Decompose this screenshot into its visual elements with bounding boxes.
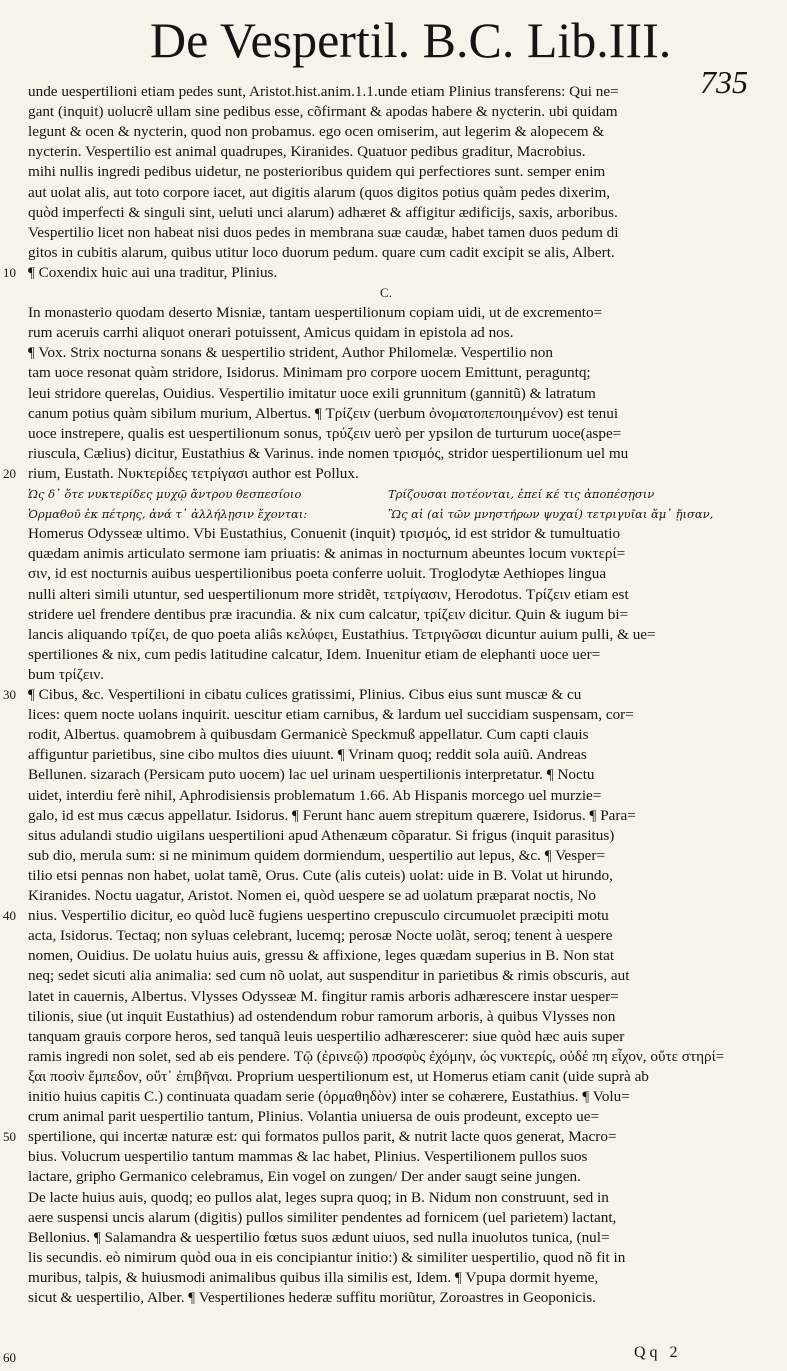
text-line: Kiranides. Noctu uagatur, Aristot. Nomen ei, quòd uespere se ad uolatum præparat noctis, No xyxy=(28,887,596,904)
text-line: spertilione, qui incertæ naturæ est: qui formatos pullos parit, & nutrit lacte quos generat, Macro= xyxy=(28,1128,617,1146)
text-line: In monasterio quodam deserto Misniæ, tantam uespertilionum copiam uidi, ut de excremento= xyxy=(28,304,603,322)
text-line: acta, Isidorus. Tectaq; non syluas celebrant, lucemq; perosæ Nocte uolãt, seroq; tenent à uespere xyxy=(28,927,613,945)
margin-line-number: 30 xyxy=(3,687,16,702)
text-line: leui stridore querelas, Ouidius. Vespertilio imitatur uoce exili grunnitum (gannitũ) & latratum xyxy=(28,384,596,402)
text-line: situs adulandi studio uigilans uespertilioni apud Athenæum cõparatur. Si frigus (inquit parasitus) xyxy=(28,826,615,844)
greek-verse-left: Ὁρμαθοῦ ἐκ πέτρης, ἀνά τ᾽ ἀλλήλῃσιν ἔχονται: xyxy=(28,507,308,522)
text-line: rodit, Albertus. quamobrem à quibusdam Germanicè Speckmuß appellatur. Cum capti clauis xyxy=(28,726,589,744)
text-line: tilionis, siue (ut inquit Eustathius) ad ostendendum robur ramorum arboris, à quibus Vlysses non xyxy=(28,1007,616,1025)
margin-line-number: 40 xyxy=(3,908,16,924)
section-letter: C. xyxy=(380,285,392,300)
greek-verse-right: Τρίζουσαι ποτέονται, ἐπεί κέ τις ἀποπέσῃσιν xyxy=(388,487,655,501)
margin-line-number: 10 xyxy=(3,264,16,280)
margin-line-number: 50 xyxy=(3,1129,16,1145)
text-line: Bellonius. ¶ Salamandra & uespertilio fœtus suos ædunt uiuos, sed nulla inuolutos tunica, (nul= xyxy=(28,1228,610,1246)
text-line: σιν, id est nocturnis auibus uespertilionibus poeta conferre uoluit. Troglodytæ Aethiopes lingua xyxy=(28,565,607,583)
text-line: Bellunen. sizarach (Persicam puto uocem) lac uel urinam uespertilionis interpretatur. ¶ Noctu xyxy=(28,766,595,784)
text-line: De lacte huius auis, quodq; eo pullos alat, leges supra quoq; in B. Nidum non construunt, sed in xyxy=(28,1188,609,1206)
text-line: ¶ Coxendix huic aui una traditur, Plinius. xyxy=(28,263,278,281)
margin-line-number: 20 xyxy=(3,465,16,481)
text-line: aere suspensi uncis alarum (digitis) pullos similiter pendentes ad fornicem (uel parietem) lactant, xyxy=(28,1208,617,1226)
text-line: sicut & uespertilio, Alber. ¶ Vespertiliones hederæ suffitu moriũtur, Zoroastres in Geoponicis. xyxy=(28,1289,596,1306)
text-line: tilio etsi pennas non habet, uolat tamẽ, Orus. Cute (alis cuteis) uolat: uide in B. Volat ut hirundo, xyxy=(28,866,613,884)
running-head-title: De Vespertil. B.C. Lib.III. xyxy=(150,12,672,68)
text-line: nycterin. Vespertilio est animal quadrupes, Kiranides. Quatuor pedibus graditur, Macrobius. xyxy=(28,143,586,161)
text-line: spertiliones & nix, cum pedis latitudine calcatur, Idem. Inuenitur etiam de elephanti uoce uer= xyxy=(28,645,601,663)
text-line: initio huius capitis C.) continuata quadam serie (ὁρμαθηδὸν) inter se cohærere, Eustathius. ¶ Volu= xyxy=(28,1088,630,1105)
text-line: lices: quem nocte uolans inquirit. uescitur etiam carnibus, & lardum uel succidiam suspensam, cor= xyxy=(28,706,634,724)
text-line: quædam animis articulato sermone iam priuatis: & animas in nocturnum abeuntes locum νυκτερί= xyxy=(28,545,626,563)
text-line: Vespertilio licet non habeat nisi duos pedes in membrana suæ caudæ, habet tamen duos pedum di xyxy=(28,223,619,241)
text-line: uoce instrepere, qualis est uespertilionum sonus, τρύζειν uerò per ypsilon de turturum uoce(aspe= xyxy=(28,424,622,442)
text-line: lis secundis. eò nimirum quòd oua in eis concipiantur initio:) & similiter uespertilio, quod nõ fit in xyxy=(28,1248,626,1266)
text-line: canum potius quàm sibilum murium, Albertus. ¶ Τρίζειν (uerbum ὀνοματοπεποιημένον) est tenui xyxy=(28,404,619,422)
text-line: rium, Eustath. Νυκτερίδες τετρίγασι author est Pollux. xyxy=(28,464,359,482)
text-line: mihi nullis ingredi pedibus uidetur, ne posterioribus quidem qui perfectiores sunt. semper enim xyxy=(28,163,606,181)
text-line: gitos in cubitis alarum, quibus utitur loco duorum pedum. quare cum cadit excipit se alis, Albert. xyxy=(28,243,615,261)
text-line: uidet, interdiu ferè nihil, Aphrodisiensis problematum 1.66. Ab Hispanis morcego uel murzie= xyxy=(28,786,602,804)
text-line: lancis aliquando τρίζει, de quo poeta aliâs κελύφει, Eustathius. Τετριγῶσαι dicuntur auium pulli, & ue= xyxy=(28,625,656,643)
text-line: ramis ingredi non solet, sed ab eis pendere. Τῷ (ἐρινεῷ) προσφὺς ἐχόμην, ὡς νυκτερίς, οὐδέ πη εἶχον, οὔτε στηρί= xyxy=(28,1047,725,1065)
text-line: stridere uel frendere dentibus præ iracundia. & nix cum calcatur, τρίζειν dicitur. Quin & iugum bi= xyxy=(28,605,629,623)
text-line: muribus, talpis, & huiusmodi animalibus quibus illa similis est, Idem. ¶ Vpupa dormit hyeme, xyxy=(28,1268,599,1286)
greek-verse-right: Ὣς αἱ (αἱ τῶν μνηστήρων ψυχαί) τετριγυῖαι ἅμ᾽ ᾔισαν, xyxy=(388,507,714,522)
page-number: 735 xyxy=(700,64,748,100)
text-line: ξαι ποσὶν ἔμπεδον, οὔτ᾽ ἐπιβῆναι. Proprium uespertilionum est, ut Homerus etiam canit (uide suprà ab xyxy=(28,1067,649,1085)
text-line: lactare, gripho Germanico celebramus, Ein vogel on zungen/ Der ander saugt seine jungen. xyxy=(28,1168,581,1186)
text-line: gant (inquit) uolucrẽ ullam sine pedibus esse, cõfirmant & apodas habere & nycterin. ubi quidam xyxy=(28,103,618,121)
text-line: bum τρίζειν. xyxy=(28,665,104,683)
text-line: Homerus Odysseæ ultimo. Vbi Eustathius, Conuenit (inquit) τρισμός, id est stridor & tumultuatio xyxy=(28,525,621,543)
text-line: nomen, Ouidius. De uolatu huius auis, gressu & affixione, leges quædam superius in B. Non stat xyxy=(28,947,615,965)
text-line: ¶ Vox. Strix nocturna sonans & uespertilio strident, Author Philomelæ. Vespertilio non xyxy=(28,344,553,362)
text-line: tanquam grauis corpore heros, sed tanquã leuis uespertilio adhærescerer: siue quòd hæc auis super xyxy=(28,1027,625,1045)
greek-verse-left: Ὡς δ᾽ ὅτε νυκτερίδες μυχῷ ἄντρου θεσπεσίοιο xyxy=(28,487,302,501)
text-line: galo, id est mus cæcus appellatur. Isidorus. ¶ Ferunt hanc auem strepitum quærere, Isidorus. ¶ Para= xyxy=(28,806,636,824)
text-line: neq; sedet sicuti alia animalia: sed cum nõ uolat, aut suspenditur in parietibus & rimis obscuris, aut xyxy=(28,967,630,985)
text-line: unde uespertilioni etiam pedes sunt, Aristot.hist.anim.1.1.unde etiam Plinius transferens: Qui ne= xyxy=(28,83,619,100)
greek-verse-line xyxy=(28,484,772,504)
greek-verse-line xyxy=(28,504,772,524)
text-line: nius. Vespertilio dicitur, eo quòd lucẽ fugiens uespertino crepusculo circumuolet præcipiti motu xyxy=(28,907,609,925)
text-line: tam uoce resonat quàm stridore, Isidorus. Minimam pro corpore uocem Emittunt, peraguntq; xyxy=(28,364,591,382)
text-line: quòd imperfecti & singuli sint, ueluti unci alarum) adhæret & affigitur ædificijs, saxis, arboribus. xyxy=(28,203,618,221)
text-line: legunt & ocen & nycterin, quod non probamus. ego ocen omiserim, aut legerim & alopecem & xyxy=(28,123,605,141)
text-line: sub dio, merula sum: si ne minimum quidem dormiendum, uespertilio aut lepus, &c. ¶ Vesper= xyxy=(28,846,606,864)
text-line: bius. Volucrum uespertilio tantum mammas & lac habet, Plinius. Vespertilionem pullos suos xyxy=(28,1148,588,1166)
text-line: aut uolat alis, aut toto corpore iacet, aut digitis alarum (quos digitos potius quàm pedes dixerim, xyxy=(28,183,611,201)
text-line: latet in cauernis, Albertus. Vlysses Odysseæ M. fingitur ramis arboris adhærescere instar uesper= xyxy=(28,987,619,1005)
text-line: affiguntur parietibus, sine cibo multos dies uiuunt. ¶ Vrinam quoq; reddit sola auiũ. Andreas xyxy=(28,746,587,764)
text-line: rum aceruis carrhi aliquot onerari potuissent, Amicus quidam in epistola ad nos. xyxy=(28,324,514,342)
gathering-signature: Qq 2 xyxy=(634,1344,682,1361)
margin-line-number: 60 xyxy=(3,1350,16,1366)
text-line: riuscula, Cælius) dicitur, Eustathius & Varinus. inde nomen τρισμός, stridor uespertilionum uel mu xyxy=(28,444,629,462)
text-line: crum animal parit uespertilio tantum, Plinius. Volantia uniuersa de ouis prodeunt, excepto ue= xyxy=(28,1108,600,1126)
text-line: ¶ Cibus, &c. Vespertilioni in cibatu culices gratissimi, Plinius. Cibus eius sunt muscæ & cu xyxy=(28,686,582,703)
text-line: nulli alteri simili utuntur, sed uespertilionum more stridẽt, τετρίγασιν, Herodotus. Τρίζειν etiam est xyxy=(28,585,629,603)
